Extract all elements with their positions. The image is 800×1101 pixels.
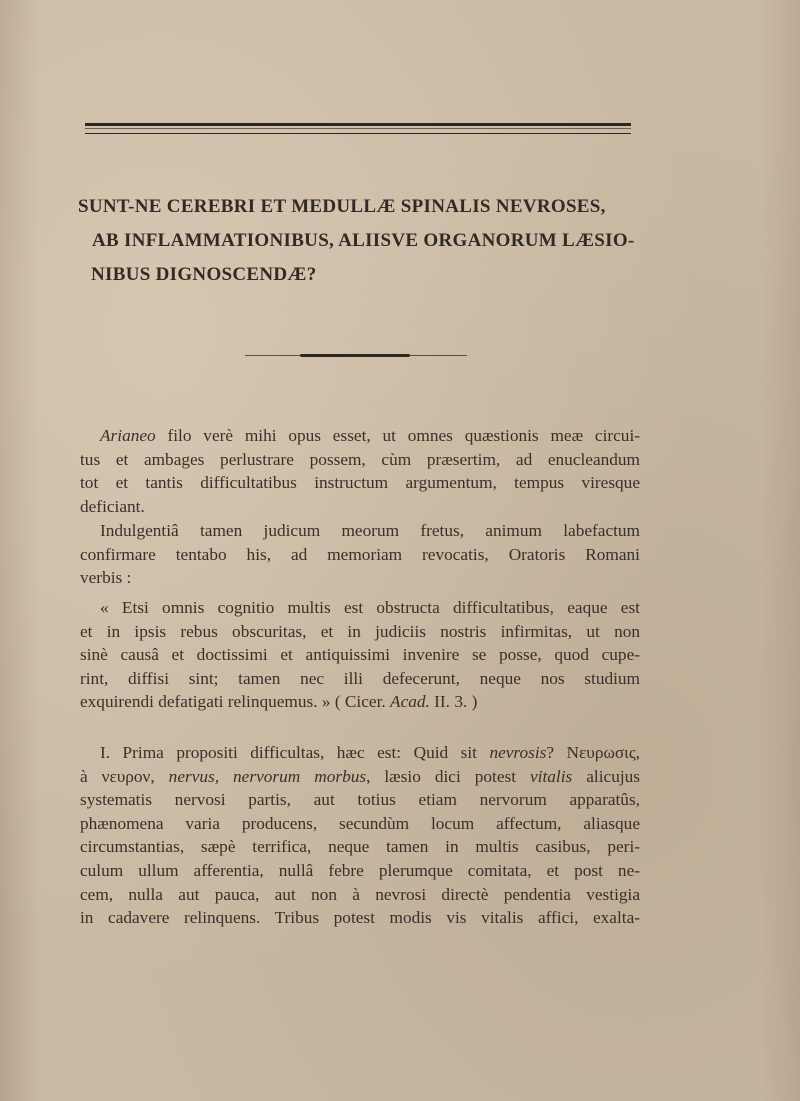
text-line: culum ullum afferentia, nullâ febre plerumque comitata, et post ne-: [80, 860, 640, 880]
text-line: et in ipsis rebus obscuritas, et in judiciis nostris infirmitas, ut non: [80, 621, 640, 641]
title-line-3: NIBUS DIGNOSCENDÆ?: [91, 264, 317, 285]
italic-word: Acad.: [390, 692, 430, 712]
italic-word: Arianeo: [100, 426, 156, 445]
text-span: ? Νευρωσις,: [546, 743, 640, 762]
text-line: cem, nulla aut pauca, aut non à nevrosi directè pendentia vestigia: [80, 884, 640, 904]
text-line: tot et tantis difficultatibus instructum argumentum, tempus viresque: [80, 473, 640, 493]
page-title: [78, 190, 648, 292]
top-double-rule: [85, 123, 631, 134]
paragraph-2: [80, 519, 640, 590]
text-line: deficiant.: [80, 496, 145, 516]
text-span: , læsio dici potest: [366, 766, 531, 786]
text-line: Indulgentiâ tamen judicum meorum fretus, animum labefactum: [100, 521, 640, 540]
text-line: confirmare tentabo his, ad memoriam revocatis, Oratoris Romani: [80, 544, 640, 564]
text-line: tus et ambages perlustrare possem, cùm præsertim, ad enucleandum: [80, 449, 640, 469]
text-line: systematis nervosi partis, aut totius etiam nervorum apparatûs,: [80, 790, 640, 810]
text-line: rint, diffisi sint; tamen nec illi defecerunt, neque nos studium: [80, 668, 640, 688]
title-line-1: SUNT-NE CEREBRI ET MEDULLÆ SPINALIS NEVROSES,: [78, 196, 606, 217]
text-line: [80, 765, 640, 789]
text-span: filo verè mihi opus esset, ut omnes quæstionis meæ circui-: [155, 426, 640, 445]
text-line: verbis :: [80, 568, 132, 588]
text-line: « Etsi omnis cognitio multis est obstructa difficultatibus, eaque est: [100, 598, 640, 617]
text-line: phænomena varia producens, secundùm locum affectum, aliasque: [80, 813, 640, 833]
text-span: II. 3. ): [429, 692, 478, 712]
text-span: alicujus: [572, 766, 640, 786]
text-line: [80, 741, 640, 765]
text-span: I. Prima propositi difficultas, hæc est: Quid sit: [100, 743, 490, 762]
text-line: sinè causâ et doctissimi et antiquissimi invenire se posse, quod cupe-: [80, 645, 640, 665]
text-span: exquirendi defatigati relinquemus. » ( Cicer.: [80, 692, 391, 712]
text-span: à νευρον,: [80, 766, 169, 786]
title-line-2: AB INFLAMMATIONIBUS, ALIISVE ORGANORUM LÆSIO-: [92, 230, 635, 251]
text-line: in cadavere relinquens. Tribus potest modis vis vitalis affici, exalta-: [80, 908, 640, 928]
paragraph-1: [80, 424, 640, 518]
italic-word: nevrosis: [489, 743, 547, 762]
text-line: circumstantias, sæpè terrifica, neque tamen in multis casibus, peri-: [80, 837, 640, 857]
ornamental-rule: [245, 354, 467, 357]
italic-word: nervus, nervorum morbus: [168, 766, 367, 786]
text-line: [80, 690, 640, 714]
italic-word: vitalis: [530, 766, 573, 786]
quotation-paragraph: [80, 596, 640, 714]
paragraph-section-1: [80, 741, 640, 930]
text-line: [80, 424, 640, 448]
